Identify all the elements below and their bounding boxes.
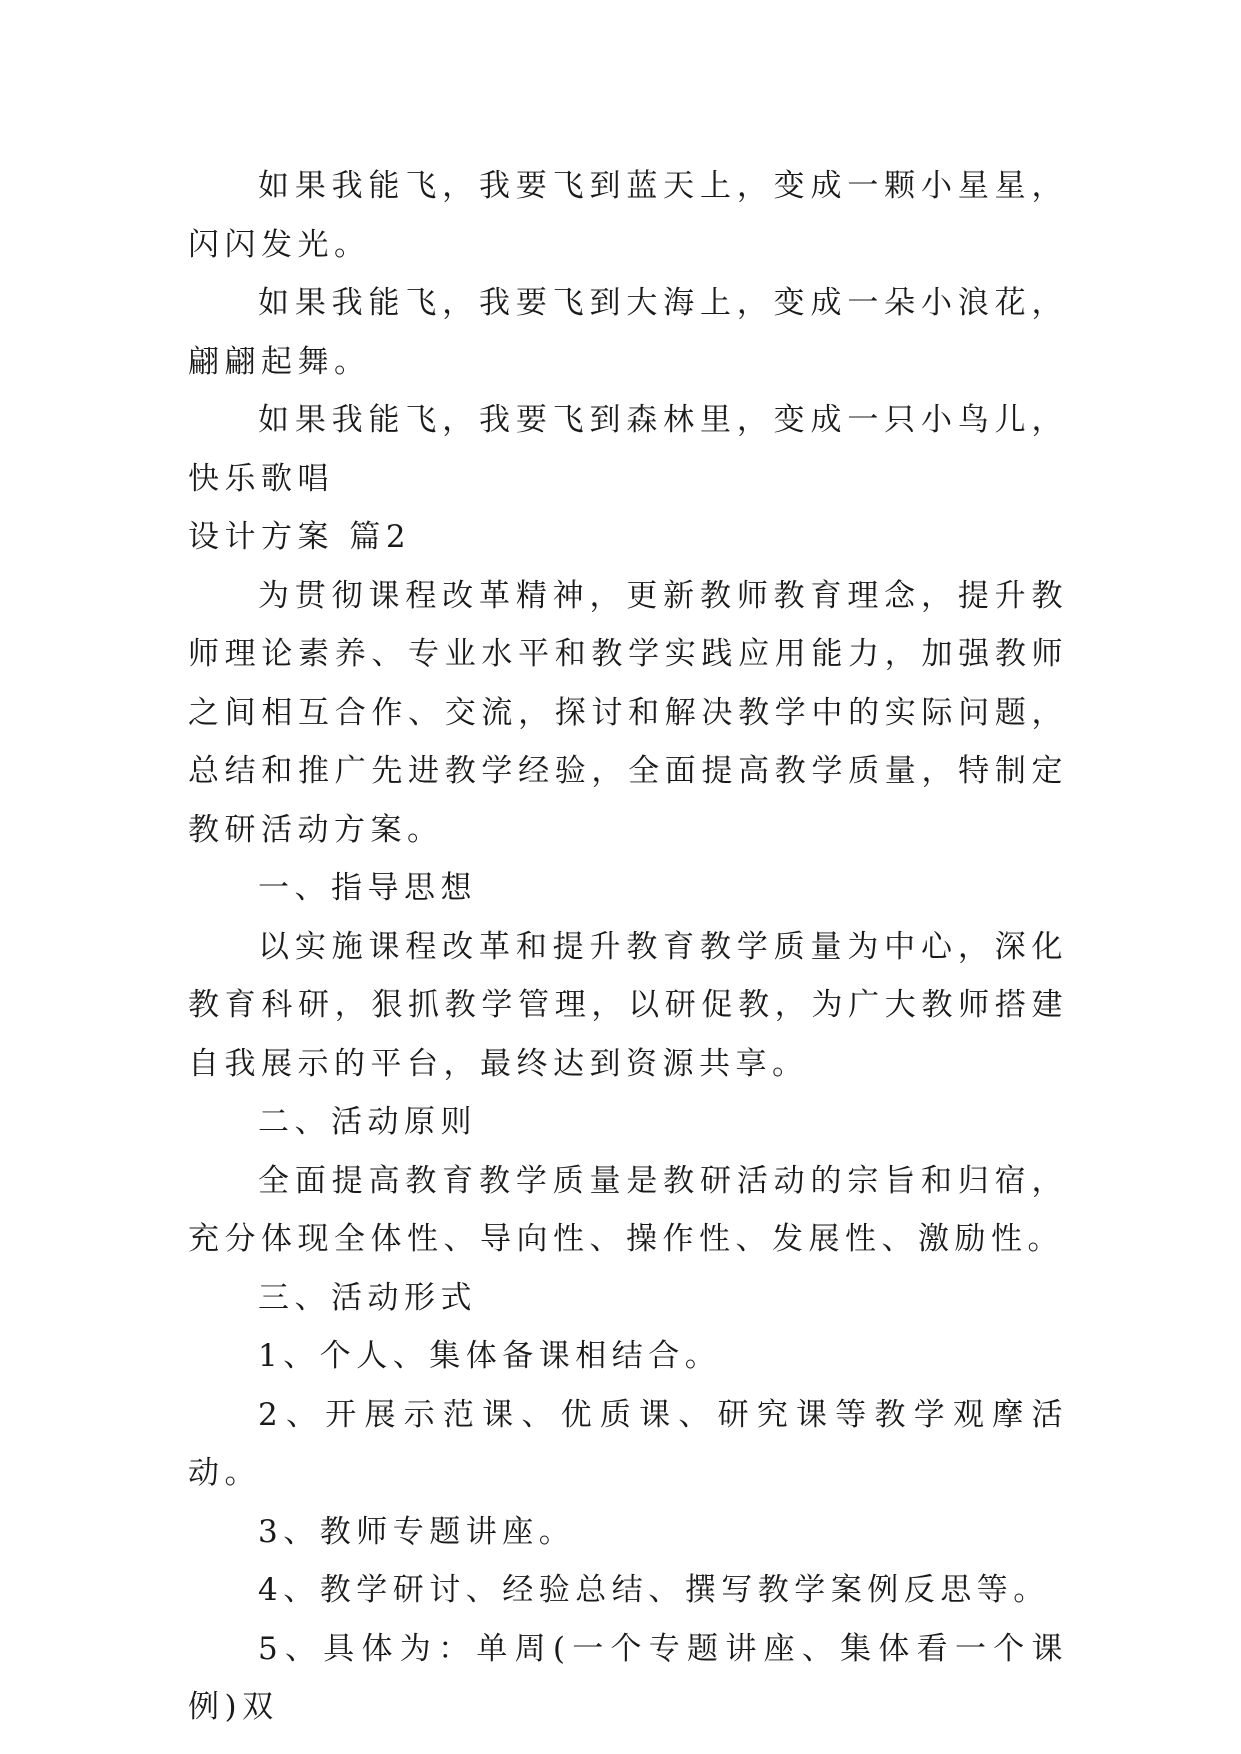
heading-activity-forms: 三、活动形式	[258, 1279, 477, 1316]
list-item-4: 4、教学研讨、经验总结、撰写教学案例反思等。	[258, 1572, 1050, 1608]
paragraph-star: 如果我能飞，我要飞到蓝天上，变成一颗小星星，闪闪发光。	[188, 168, 1068, 263]
paragraph-intro: 为贯彻课程改革精神，更新教师教育理念，提升教师理论素养、专业水平和教学实践应用能力，加强教师之间相互合作、交流，探讨和解决教学中的实际问题，总结和推广先进教学经验，全面提高教学质量，特制定教研活动方案。	[188, 577, 1068, 848]
paragraph-forest: 如果我能飞，我要飞到森林里，变成一只小鸟儿，快乐歌唱	[188, 402, 1068, 497]
paragraph-activity-principles: 全面提高教育教学质量是教研活动的宗旨和归宿，充分体现全体性、导向性、操作性、发展性、激励性。	[188, 1162, 1068, 1257]
document-body	[188, 157, 1068, 1737]
heading-guiding-ideology: 一、指导思想	[258, 870, 477, 906]
list-item-2: 2、开展示范课、优质课、研究课等教学观摩活动。	[188, 1396, 1068, 1491]
section-title: 设计方案 篇2	[188, 519, 412, 555]
paragraph-guiding-ideology: 以实施课程改革和提升教育教学质量为中心，深化教育科研，狠抓教学管理，以研促教，为广大教师搭建自我展示的平台，最终达到资源共享。	[188, 928, 1068, 1082]
list-item-5: 5、具体为：单周(一个专题讲座、集体看一个课例)双	[188, 1630, 1068, 1725]
heading-activity-principles: 二、活动原则	[258, 1104, 477, 1140]
paragraph-sea: 如果我能飞，我要飞到大海上，变成一朵小浪花，翩翩起舞。	[188, 285, 1068, 380]
list-item-1: 1、个人、集体备课相结合。	[258, 1338, 722, 1374]
list-item-3: 3、教师专题讲座。	[258, 1513, 576, 1550]
